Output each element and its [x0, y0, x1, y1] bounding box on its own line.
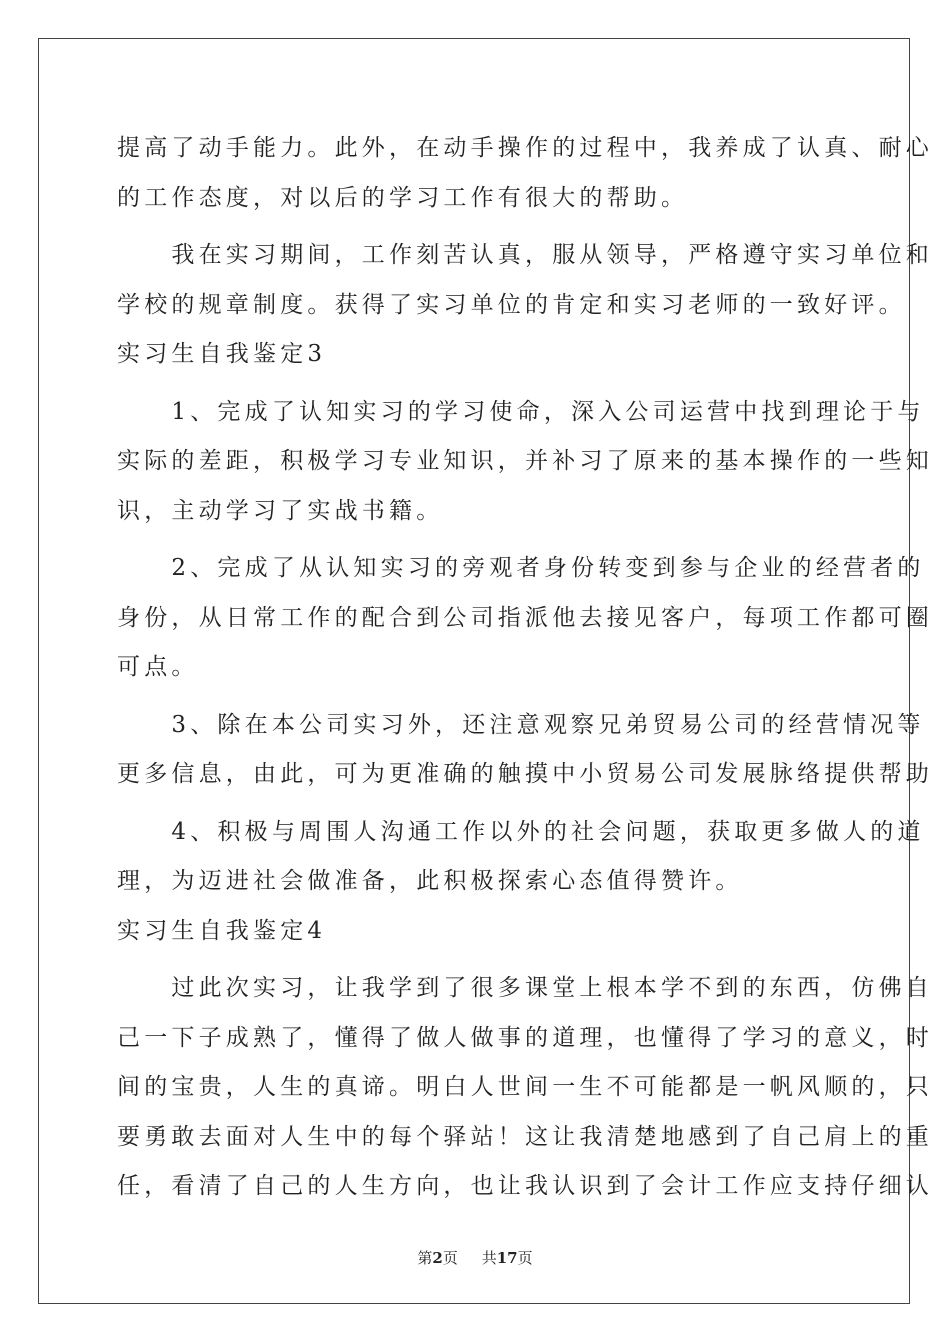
- text-line: 3、除在本公司实习外，还注意观察兄弟贸易公司的经营情况等: [117, 711, 925, 738]
- text-line: 任，看清了自己的人生方向，也让我认识到了会计工作应支持仔细认: [117, 1173, 933, 1199]
- text-line: 间的宝贵，人生的真谛。明白人世间一生不可能都是一帆风顺的，只: [117, 1074, 933, 1100]
- text-line: 可点。: [117, 654, 199, 680]
- section-heading: 实习生自我鉴定3: [117, 341, 327, 367]
- text-line: 的工作态度，对以后的学习工作有很大的帮助。: [117, 184, 689, 211]
- text-line: 理，为迈进社会做准备，此积极探索心态值得赞许。: [117, 868, 743, 894]
- text-line: 1、完成了认知实习的学习使命，深入公司运营中找到理论于与: [117, 398, 925, 425]
- text-line: 身份，从日常工作的配合到公司指派他去接见客户，每项工作都可圈: [117, 604, 933, 631]
- total-pages: 共17页: [481, 1249, 533, 1267]
- text-line: 提高了动手能力。此外，在动手操作的过程中，我养成了认真、耐心: [117, 135, 933, 161]
- text-line: 更多信息，由此，可为更准确的触摸中小贸易公司发展脉络提供帮助: [117, 761, 933, 787]
- text-line: 我在实习期间，工作刻苦认真，服从领导，严格遵守实习单位和: [117, 242, 933, 268]
- section-heading: 实习生自我鉴定4: [117, 917, 327, 944]
- page-number: 第2页: [417, 1249, 458, 1267]
- text-line: 实际的差距，积极学习专业知识，并补习了原来的基本操作的一些知: [117, 448, 933, 474]
- text-line: 识，主动学习了实战书籍。: [117, 497, 444, 524]
- text-line: 要勇敢去面对人生中的每个驿站！这让我清楚地感到了自己肩上的重: [117, 1123, 933, 1150]
- text-line: 2、完成了从认知实习的旁观者身份转变到参与企业的经营者的: [117, 555, 925, 581]
- text-line: 学校的规章制度。获得了实习单位的肯定和实习老师的一致好评。: [117, 291, 906, 318]
- document-body: [117, 124, 933, 1212]
- text-line: 4、积极与周围人沟通工作以外的社会问题，获取更多做人的道: [117, 818, 925, 845]
- page-footer: [0, 1247, 950, 1268]
- text-line: 己一下子成熟了，懂得了做人做事的道理，也懂得了学习的意义，时: [117, 1024, 933, 1051]
- text-line: 过此次实习，让我学到了很多课堂上根本学不到的东西，仿佛自: [117, 975, 933, 1001]
